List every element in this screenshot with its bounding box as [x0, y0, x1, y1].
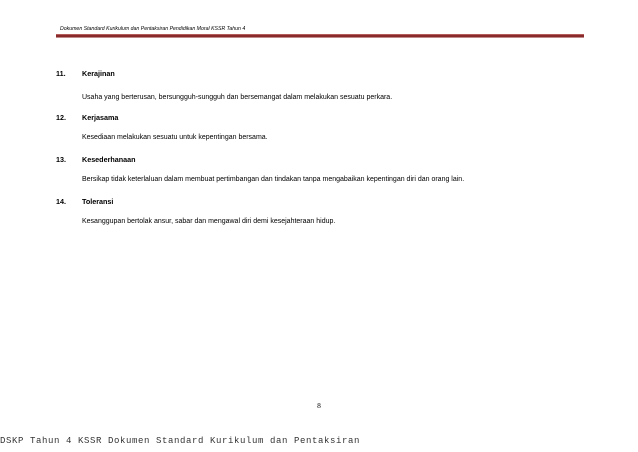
page-number: 8: [317, 401, 321, 410]
item-description: Bersikap tidak keterlaluan dalam membuat pertimbangan dan tindakan tanpa mengabaikan kepentingan diri dan orang lain.: [82, 176, 465, 183]
item-title: Kesederhanaan: [82, 155, 136, 164]
item-title: Kerjasama: [82, 113, 119, 122]
item-number: 12.: [56, 113, 66, 122]
item-description: Usaha yang berterusan, bersungguh-sungguh dan bersemangat dalam melakukan sesuatu perkara.: [82, 94, 393, 101]
item-number: 14.: [56, 197, 66, 206]
item-description: Kesanggupan bertolak ansur, sabar dan mengawal diri demi kesejahteraan hidup.: [82, 218, 336, 225]
item-title: Kerajinan: [82, 69, 115, 78]
footer-caption: DSKP Tahun 4 KSSR Dokumen Standard Kurikulum dan Pentaksiran: [0, 436, 361, 446]
header-rule-thin: [56, 37, 584, 38]
item-number: 13.: [56, 155, 66, 164]
item-description: Kesediaan melakukan sesuatu untuk kepentingan bersama.: [82, 134, 268, 141]
item-title: Toleransi: [82, 197, 114, 206]
running-header: Dokumen Standard Kurikulum dan Pentaksiran Pendidikan Moral KSSR Tahun 4: [60, 26, 246, 32]
item-number: 11.: [56, 69, 66, 78]
